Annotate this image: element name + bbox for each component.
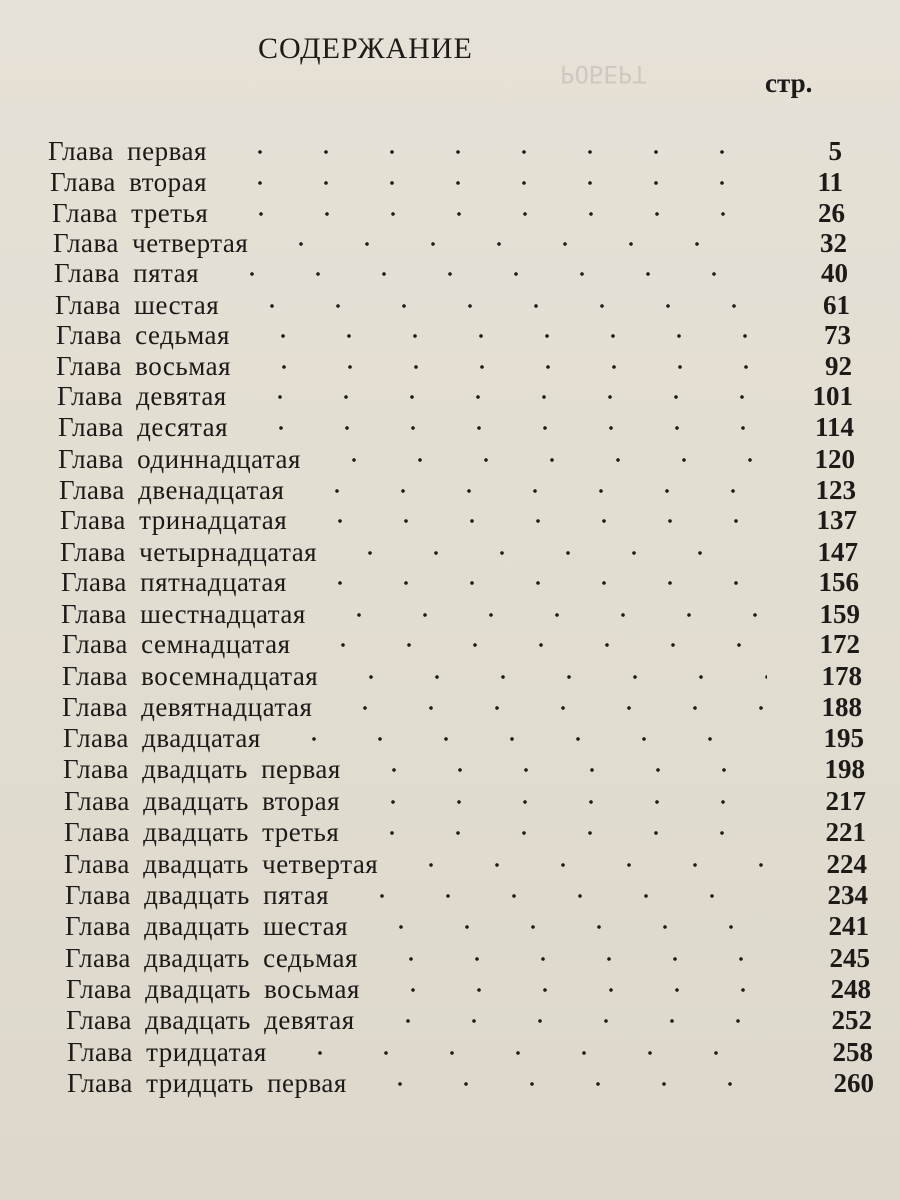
- bleed-through-text: РОБЕРТ: [560, 60, 647, 88]
- dot-leader: [326, 613, 765, 617]
- page-number: 234: [827, 880, 868, 910]
- page-number: 245: [829, 943, 870, 973]
- chapter-title: Глава вторая: [50, 167, 208, 197]
- page-number: 137: [816, 505, 857, 535]
- dot-leader: [375, 1019, 777, 1023]
- toc-entry[interactable]: [0, 754, 900, 784]
- chapter-title: Глава двенадцатая: [59, 475, 285, 505]
- dot-leader: [287, 1051, 778, 1055]
- page-number: 241: [828, 911, 869, 941]
- page-number: 32: [820, 228, 847, 258]
- chapter-title: Глава десятая: [58, 412, 228, 442]
- toc-entry[interactable]: [0, 567, 900, 597]
- toc-entry[interactable]: [0, 198, 900, 228]
- dot-leader: [268, 242, 752, 246]
- toc-entry[interactable]: [0, 351, 900, 381]
- toc-entry[interactable]: [0, 290, 900, 320]
- page-number: 147: [817, 537, 858, 567]
- chapter-title: Глава девятнадцатая: [62, 692, 313, 722]
- page-number: 252: [831, 1005, 872, 1035]
- toc-entry[interactable]: [0, 258, 900, 288]
- chapter-title: Глава двадцать первая: [63, 754, 341, 784]
- dot-leader: [367, 1082, 779, 1086]
- dot-leader: [398, 863, 772, 867]
- chapter-title: Глава тридцать первая: [67, 1068, 347, 1098]
- page-number: 101: [812, 381, 853, 411]
- dot-leader: [360, 800, 771, 804]
- chapter-title: Глава шестнадцатая: [61, 599, 306, 629]
- page-number: 123: [815, 475, 856, 505]
- page-number: 159: [819, 599, 860, 629]
- toc-entry[interactable]: [0, 723, 900, 753]
- dot-leader: [251, 365, 757, 369]
- page-number: 61: [823, 290, 850, 320]
- toc-entry[interactable]: [0, 1068, 900, 1098]
- toc-entry[interactable]: [0, 911, 900, 941]
- page-number: 248: [830, 974, 871, 1004]
- toc-entry[interactable]: [0, 974, 900, 1004]
- chapter-title: Глава одиннадцатая: [58, 444, 301, 474]
- toc-entry[interactable]: [0, 228, 900, 258]
- page-number: 178: [821, 661, 862, 691]
- toc-entry[interactable]: [0, 412, 900, 442]
- dot-leader: [228, 212, 750, 216]
- dot-leader: [250, 334, 756, 338]
- dot-leader: [321, 458, 760, 462]
- page-number: 172: [819, 629, 860, 659]
- dot-leader: [227, 150, 747, 154]
- chapter-title: Глава восемнадцатая: [62, 661, 319, 691]
- chapter-title: Глава двадцать девятая: [66, 1005, 355, 1035]
- page-number: 26: [818, 198, 845, 228]
- chapter-title: Глава седьмая: [56, 320, 230, 350]
- dot-leader: [310, 643, 765, 647]
- chapter-title: Глава двадцать восьмая: [66, 974, 360, 1004]
- chapter-title: Глава двадцать пятая: [65, 880, 330, 910]
- toc-entry[interactable]: [0, 943, 900, 973]
- toc-entry[interactable]: [0, 692, 900, 722]
- chapter-title: Глава пятнадцатая: [61, 567, 287, 597]
- chapter-title: Глава двадцать третья: [64, 817, 340, 847]
- page-number: 217: [825, 786, 866, 816]
- toc-entry[interactable]: [0, 629, 900, 659]
- chapter-title: Глава первая: [48, 136, 207, 166]
- chapter-title: Глава тринадцатая: [60, 505, 288, 535]
- dot-leader: [380, 988, 776, 992]
- toc-entry[interactable]: [0, 661, 900, 691]
- toc-entry[interactable]: [0, 786, 900, 816]
- page-number: 260: [833, 1068, 874, 1098]
- page-number: 198: [824, 754, 865, 784]
- page-title: СОДЕРЖАНИЕ: [258, 32, 473, 65]
- chapter-title: Глава четвертая: [53, 228, 249, 258]
- dot-leader: [338, 675, 767, 679]
- dot-leader: [307, 581, 764, 585]
- page-number: 40: [821, 258, 848, 288]
- dot-leader: [239, 304, 755, 308]
- page-number: 114: [814, 412, 854, 442]
- toc-entry[interactable]: [0, 599, 900, 629]
- toc-entry[interactable]: [0, 320, 900, 350]
- chapter-title: Глава двадцать вторая: [64, 786, 341, 816]
- toc-entry[interactable]: [0, 817, 900, 847]
- dot-leader: [359, 831, 771, 835]
- chapter-title: Глава семнадцатая: [62, 629, 291, 659]
- page-number: 156: [818, 567, 859, 597]
- toc-entry[interactable]: [0, 1005, 900, 1035]
- dot-leader: [281, 737, 769, 741]
- dot-leader: [248, 426, 759, 430]
- chapter-title: Глава третья: [52, 198, 209, 228]
- toc-entry[interactable]: [0, 849, 900, 879]
- dot-leader: [219, 272, 753, 276]
- page-number: 92: [825, 351, 852, 381]
- toc-entry[interactable]: [0, 537, 900, 567]
- chapter-title: Глава двадцать шестая: [65, 911, 349, 941]
- chapter-title: Глава двадцать седьмая: [65, 943, 358, 973]
- toc-entry[interactable]: [0, 381, 900, 411]
- dot-leader: [304, 489, 761, 493]
- chapter-title: Глава девятая: [57, 381, 227, 411]
- page-number: 120: [814, 444, 855, 474]
- toc-entry[interactable]: [0, 475, 900, 505]
- dot-leader: [307, 519, 762, 523]
- toc-entry[interactable]: [0, 136, 900, 166]
- toc-entry[interactable]: [0, 1037, 900, 1067]
- page-number: 221: [825, 817, 866, 847]
- toc-entry[interactable]: [0, 505, 900, 535]
- page-number: 73: [824, 320, 851, 350]
- page-column-header: стр.: [765, 68, 813, 98]
- dot-leader: [337, 551, 763, 555]
- toc-entry[interactable]: [0, 444, 900, 474]
- dot-leader: [361, 768, 770, 772]
- toc-entry[interactable]: [0, 880, 900, 910]
- dot-leader: [349, 894, 773, 898]
- chapter-title: Глава тридцатая: [67, 1037, 267, 1067]
- page-number: 188: [821, 692, 862, 722]
- dot-leader: [247, 395, 758, 399]
- dot-leader: [332, 706, 767, 710]
- chapter-title: Глава шестая: [55, 290, 220, 320]
- chapter-title: Глава восьмая: [56, 351, 232, 381]
- dot-leader: [227, 181, 748, 185]
- dot-leader: [368, 925, 774, 929]
- dot-leader: [378, 957, 775, 961]
- chapter-title: Глава двадцать четвертая: [64, 849, 379, 879]
- chapter-title: Глава двадцатая: [63, 723, 261, 753]
- page-number: 11: [817, 167, 843, 197]
- chapter-title: Глава пятая: [54, 258, 200, 288]
- page-number: 5: [828, 136, 842, 166]
- toc-entry[interactable]: [0, 167, 900, 197]
- chapter-title: Глава четырнадцатая: [60, 537, 318, 567]
- page-number: 195: [823, 723, 864, 753]
- page-number: 224: [826, 849, 867, 879]
- page-number: 258: [832, 1037, 873, 1067]
